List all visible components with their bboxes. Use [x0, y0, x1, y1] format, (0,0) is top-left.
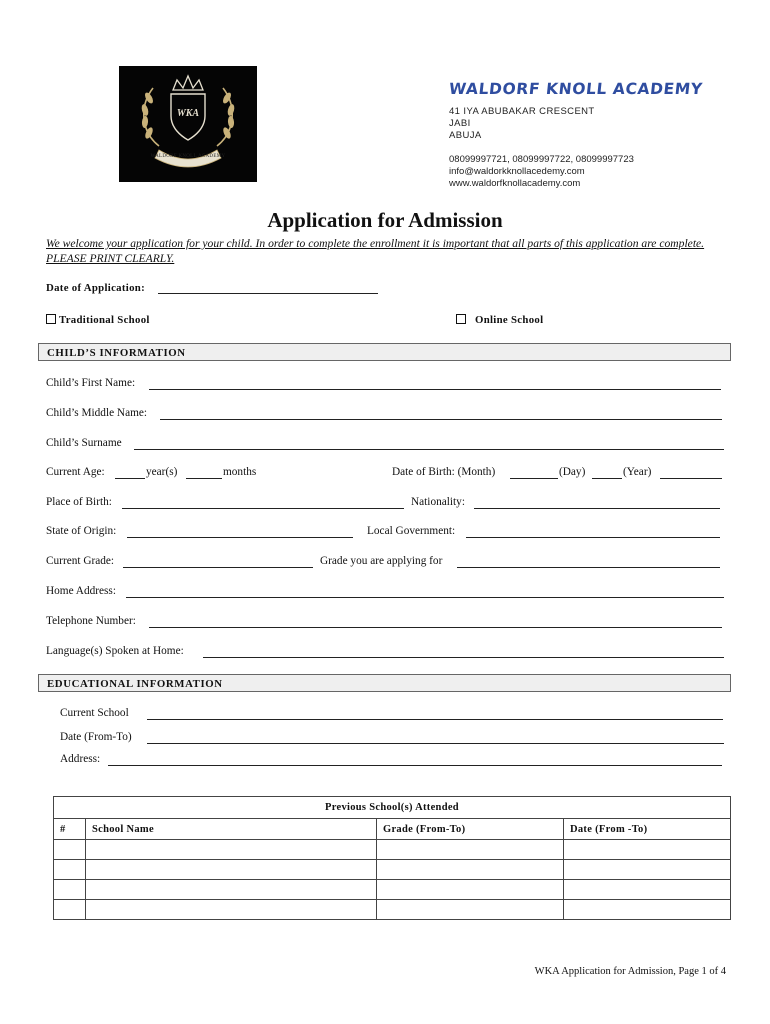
age-months-field[interactable] [186, 478, 222, 479]
date-of-application-label: Date of Application: [46, 282, 145, 294]
home-address-label: Home Address: [46, 585, 116, 597]
table-cell[interactable] [54, 860, 86, 880]
nationality-label: Nationality: [411, 496, 465, 508]
table-cell[interactable] [86, 840, 377, 860]
address-label: Address: [60, 753, 101, 765]
school-address-field[interactable] [108, 765, 722, 766]
local-government-label: Local Government: [367, 525, 456, 537]
current-school-field[interactable] [147, 719, 723, 720]
previous-schools-table [53, 796, 731, 920]
table-cell[interactable] [564, 840, 731, 860]
table-cell[interactable] [54, 840, 86, 860]
dob-month-label: Date of Birth: (Month) [392, 466, 496, 478]
online-school-label: Online School [475, 314, 544, 326]
educational-information-heading: EDUCATIONAL INFORMATION [38, 674, 731, 692]
logo-text: WALDORF KNOLL ACADEMY [150, 154, 226, 159]
grade-applying-field[interactable] [457, 567, 720, 568]
previous-schools-caption: Previous School(s) Attended [54, 797, 731, 819]
dob-day-field[interactable] [592, 478, 622, 479]
middle-name-label: Child’s Middle Name: [46, 407, 148, 419]
email-address: info@waldorkknollacedemy.com [449, 166, 585, 177]
logo-initials: WKA [176, 108, 200, 119]
table-row [54, 900, 731, 920]
school-logo [119, 66, 257, 182]
phone-numbers: 08099997721, 08099997722, 08099997723 [449, 154, 634, 165]
school-name: WALDORF KNOLL ACADEMY [448, 80, 704, 98]
page-footer: WKA Application for Admission, Page 1 of 4 [534, 966, 726, 977]
state-of-origin-field[interactable] [127, 537, 353, 538]
nationality-field[interactable] [474, 508, 720, 509]
table-cell[interactable] [54, 880, 86, 900]
state-of-origin-label: State of Origin: [46, 525, 117, 537]
current-grade-field[interactable] [123, 567, 313, 568]
table-cell[interactable] [86, 880, 377, 900]
address-line-1: 41 IYA ABUBAKAR CRESCENT [449, 106, 595, 117]
column-header-school-name: School Name [86, 819, 377, 840]
table-cell[interactable] [54, 900, 86, 920]
surname-label: Child’s Surname [46, 437, 122, 449]
date-from-to-field[interactable] [147, 743, 724, 744]
traditional-school-label: Traditional School [59, 314, 150, 326]
telephone-label: Telephone Number: [46, 615, 136, 627]
childs-information-heading: CHILD’S INFORMATION [38, 343, 731, 361]
current-age-label: Current Age: [46, 466, 105, 478]
age-years-field[interactable] [115, 478, 145, 479]
column-header-date: Date (From -To) [564, 819, 731, 840]
date-from-to-label: Date (From-To) [60, 731, 132, 743]
place-of-birth-label: Place of Birth: [46, 496, 112, 508]
dob-year-field[interactable] [660, 478, 722, 479]
table-cell[interactable] [86, 900, 377, 920]
online-school-option[interactable] [456, 314, 543, 326]
first-name-field[interactable] [149, 389, 721, 390]
current-school-label: Current School [60, 707, 129, 719]
place-of-birth-field[interactable] [122, 508, 404, 509]
online-school-checkbox[interactable] [456, 314, 466, 324]
local-government-field[interactable] [466, 537, 720, 538]
crest-icon [119, 66, 257, 182]
languages-field[interactable] [203, 657, 724, 658]
table-cell[interactable] [377, 860, 564, 880]
column-header-number: # [54, 819, 86, 840]
table-cell[interactable] [564, 900, 731, 920]
first-name-label: Child’s First Name: [46, 377, 136, 389]
middle-name-field[interactable] [160, 419, 722, 420]
table-row [54, 840, 731, 860]
traditional-school-checkbox[interactable] [46, 314, 56, 324]
months-label: months [223, 466, 257, 478]
surname-field[interactable] [134, 449, 724, 450]
address-line-3: ABUJA [449, 130, 482, 141]
table-cell[interactable] [377, 840, 564, 860]
years-label: year(s) [146, 466, 178, 478]
intro-text: We welcome your application for your child. In order to complete the enrollment it is important that all parts of this application are complete. PLEASE PRINT CLEARLY. [46, 237, 705, 265]
address-line-2: JABI [449, 118, 471, 129]
telephone-field[interactable] [149, 627, 722, 628]
dob-year-label: (Year) [623, 466, 652, 478]
dob-month-field[interactable] [510, 478, 558, 479]
column-header-grade: Grade (From-To) [377, 819, 564, 840]
traditional-school-option[interactable] [46, 314, 150, 326]
dob-day-label: (Day) [559, 466, 586, 478]
table-cell[interactable] [377, 900, 564, 920]
table-row [54, 880, 731, 900]
table-cell[interactable] [377, 880, 564, 900]
page-title: Application for Admission [267, 208, 503, 232]
table-cell[interactable] [564, 860, 731, 880]
table-cell[interactable] [564, 880, 731, 900]
table-row [54, 860, 731, 880]
date-of-application-field[interactable] [158, 293, 378, 294]
languages-label: Language(s) Spoken at Home: [46, 645, 184, 657]
website: www.waldorfknollacademy.com [449, 178, 581, 189]
home-address-field[interactable] [126, 597, 724, 598]
table-cell[interactable] [86, 860, 377, 880]
grade-applying-label: Grade you are applying for [320, 555, 443, 567]
current-grade-label: Current Grade: [46, 555, 115, 567]
